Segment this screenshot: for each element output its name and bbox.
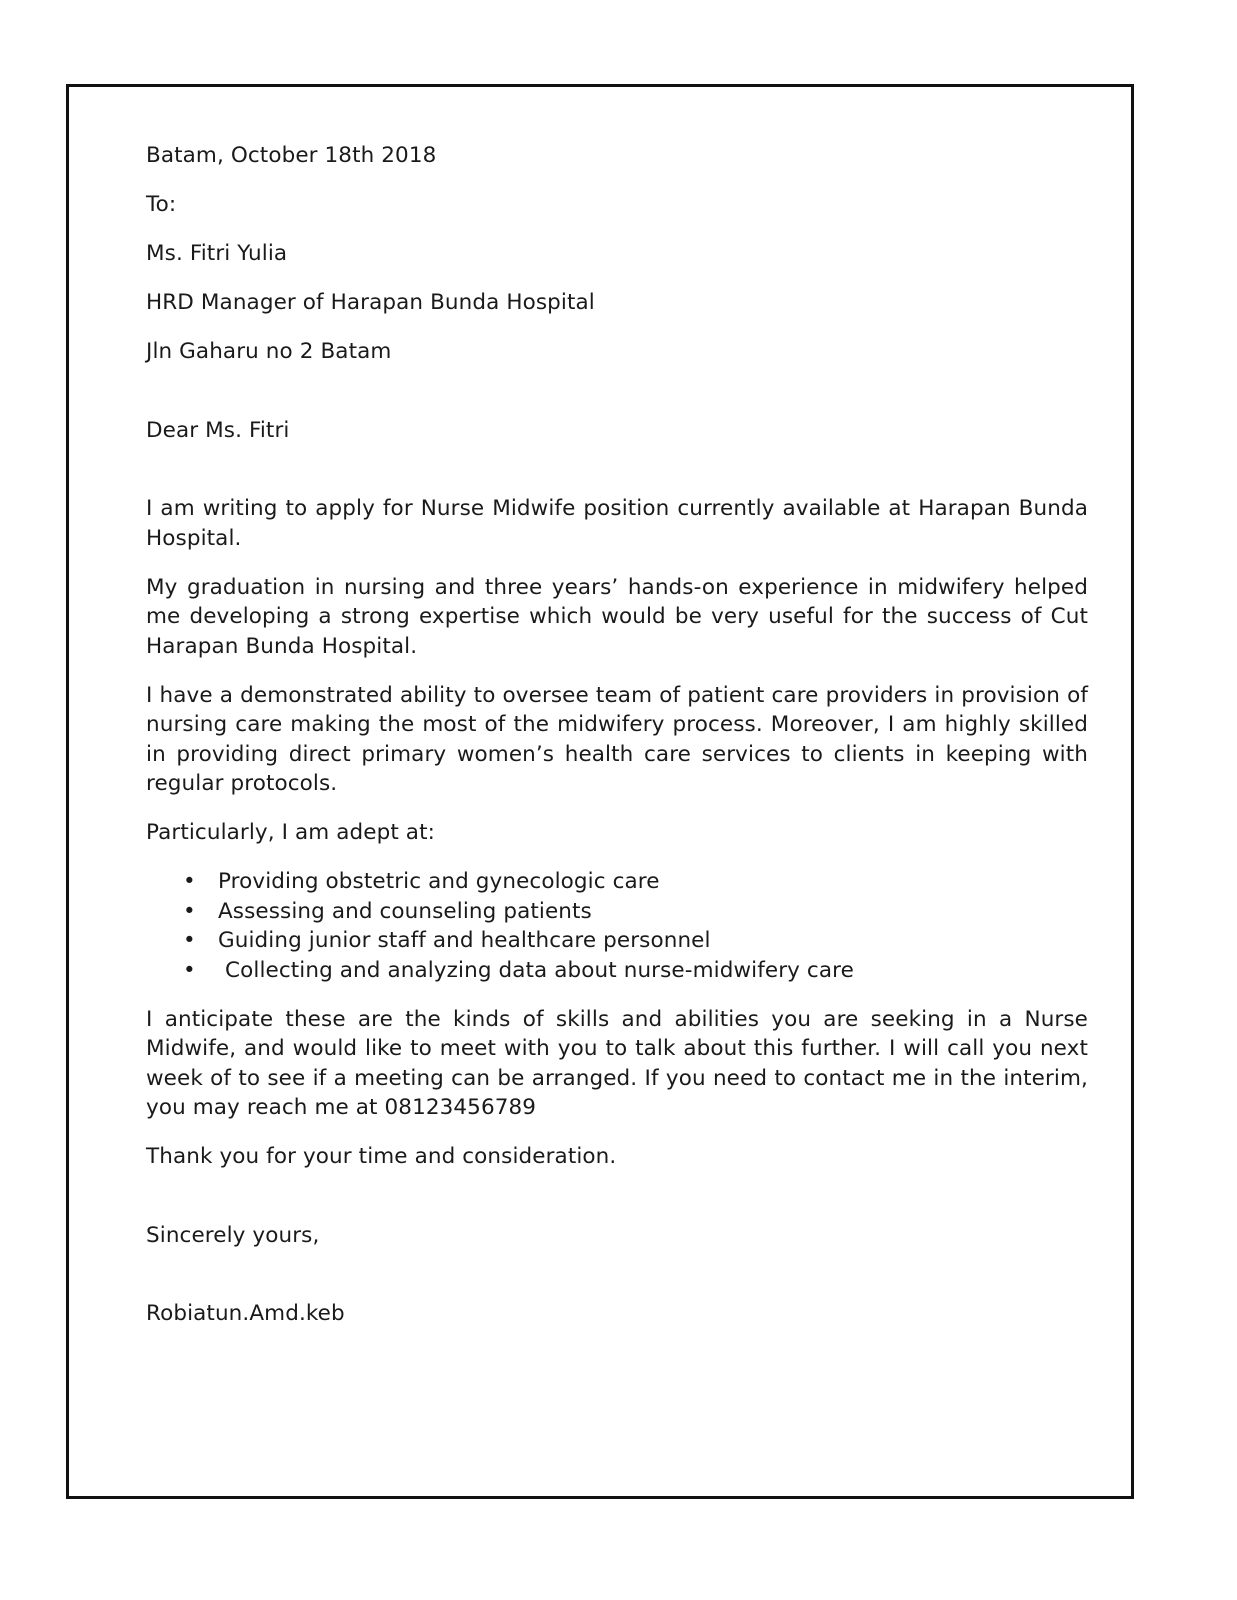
cover-letter [146, 141, 1088, 1348]
bullet-icon: • [183, 957, 196, 983]
paragraph-abilities: I have a demonstrated ability to oversee team of patient care providers in provision of nursing care making the most of the midwifery process. Moreover, I am highly skilled in providing direct primary women’s health care services to clients in keeping with regular protocols. [146, 682, 1088, 796]
skill-text: Guiding junior staff and healthcare personnel [218, 928, 711, 953]
paragraph-closing: I anticipate these are the kinds of skills and abilities you are seeking in a Nurse Midwife, and would like to meet with you to talk about this further. I will call you next week of to see if a meeting can be arranged. If you need to contact me in the interim, you may reach me at 08123456789 [146, 1006, 1088, 1120]
skill-text: Collecting and analyzing data about nurse-midwifery care [225, 957, 854, 983]
salutation: Dear Ms. Fitri [146, 417, 290, 443]
bullet-icon: • [183, 898, 196, 924]
skill-text: Providing obstetric and gynecologic care [218, 869, 660, 894]
list-item [183, 867, 1088, 897]
recipient-address: Jln Gaharu no 2 Batam [146, 339, 392, 364]
bullet-icon: • [183, 928, 196, 953]
list-item [183, 956, 1088, 986]
paragraph-experience: My graduation in nursing and three years’ hands-on experience in midwifery helped me developing a strong expertise which would be very useful for the success of Cut Harapan Bunda Hospital. [146, 574, 1088, 659]
paragraph-intro: I am writing to apply for Nurse Midwife position currently available at Harapan Bunda Hospital. [146, 496, 1088, 551]
bullet-icon: • [183, 869, 196, 894]
sign-off: Sincerely yours, [146, 1222, 320, 1248]
list-intro: Particularly, I am adept at: [146, 820, 435, 845]
skill-text: Assessing and counseling patients [218, 898, 592, 924]
place-date: Batam, October 18th 2018 [146, 143, 437, 168]
signature-name: Robiatun.Amd.keb [146, 1301, 345, 1326]
recipient-name: Ms. Fitri Yulia [146, 241, 288, 266]
list-item [183, 926, 1088, 956]
recipient-title: HRD Manager of Harapan Bunda Hospital [146, 290, 595, 315]
to-label: To: [146, 192, 177, 217]
thanks-line: Thank you for your time and consideration. [146, 1144, 617, 1169]
skills-list [146, 867, 1088, 985]
list-item [183, 897, 1088, 927]
